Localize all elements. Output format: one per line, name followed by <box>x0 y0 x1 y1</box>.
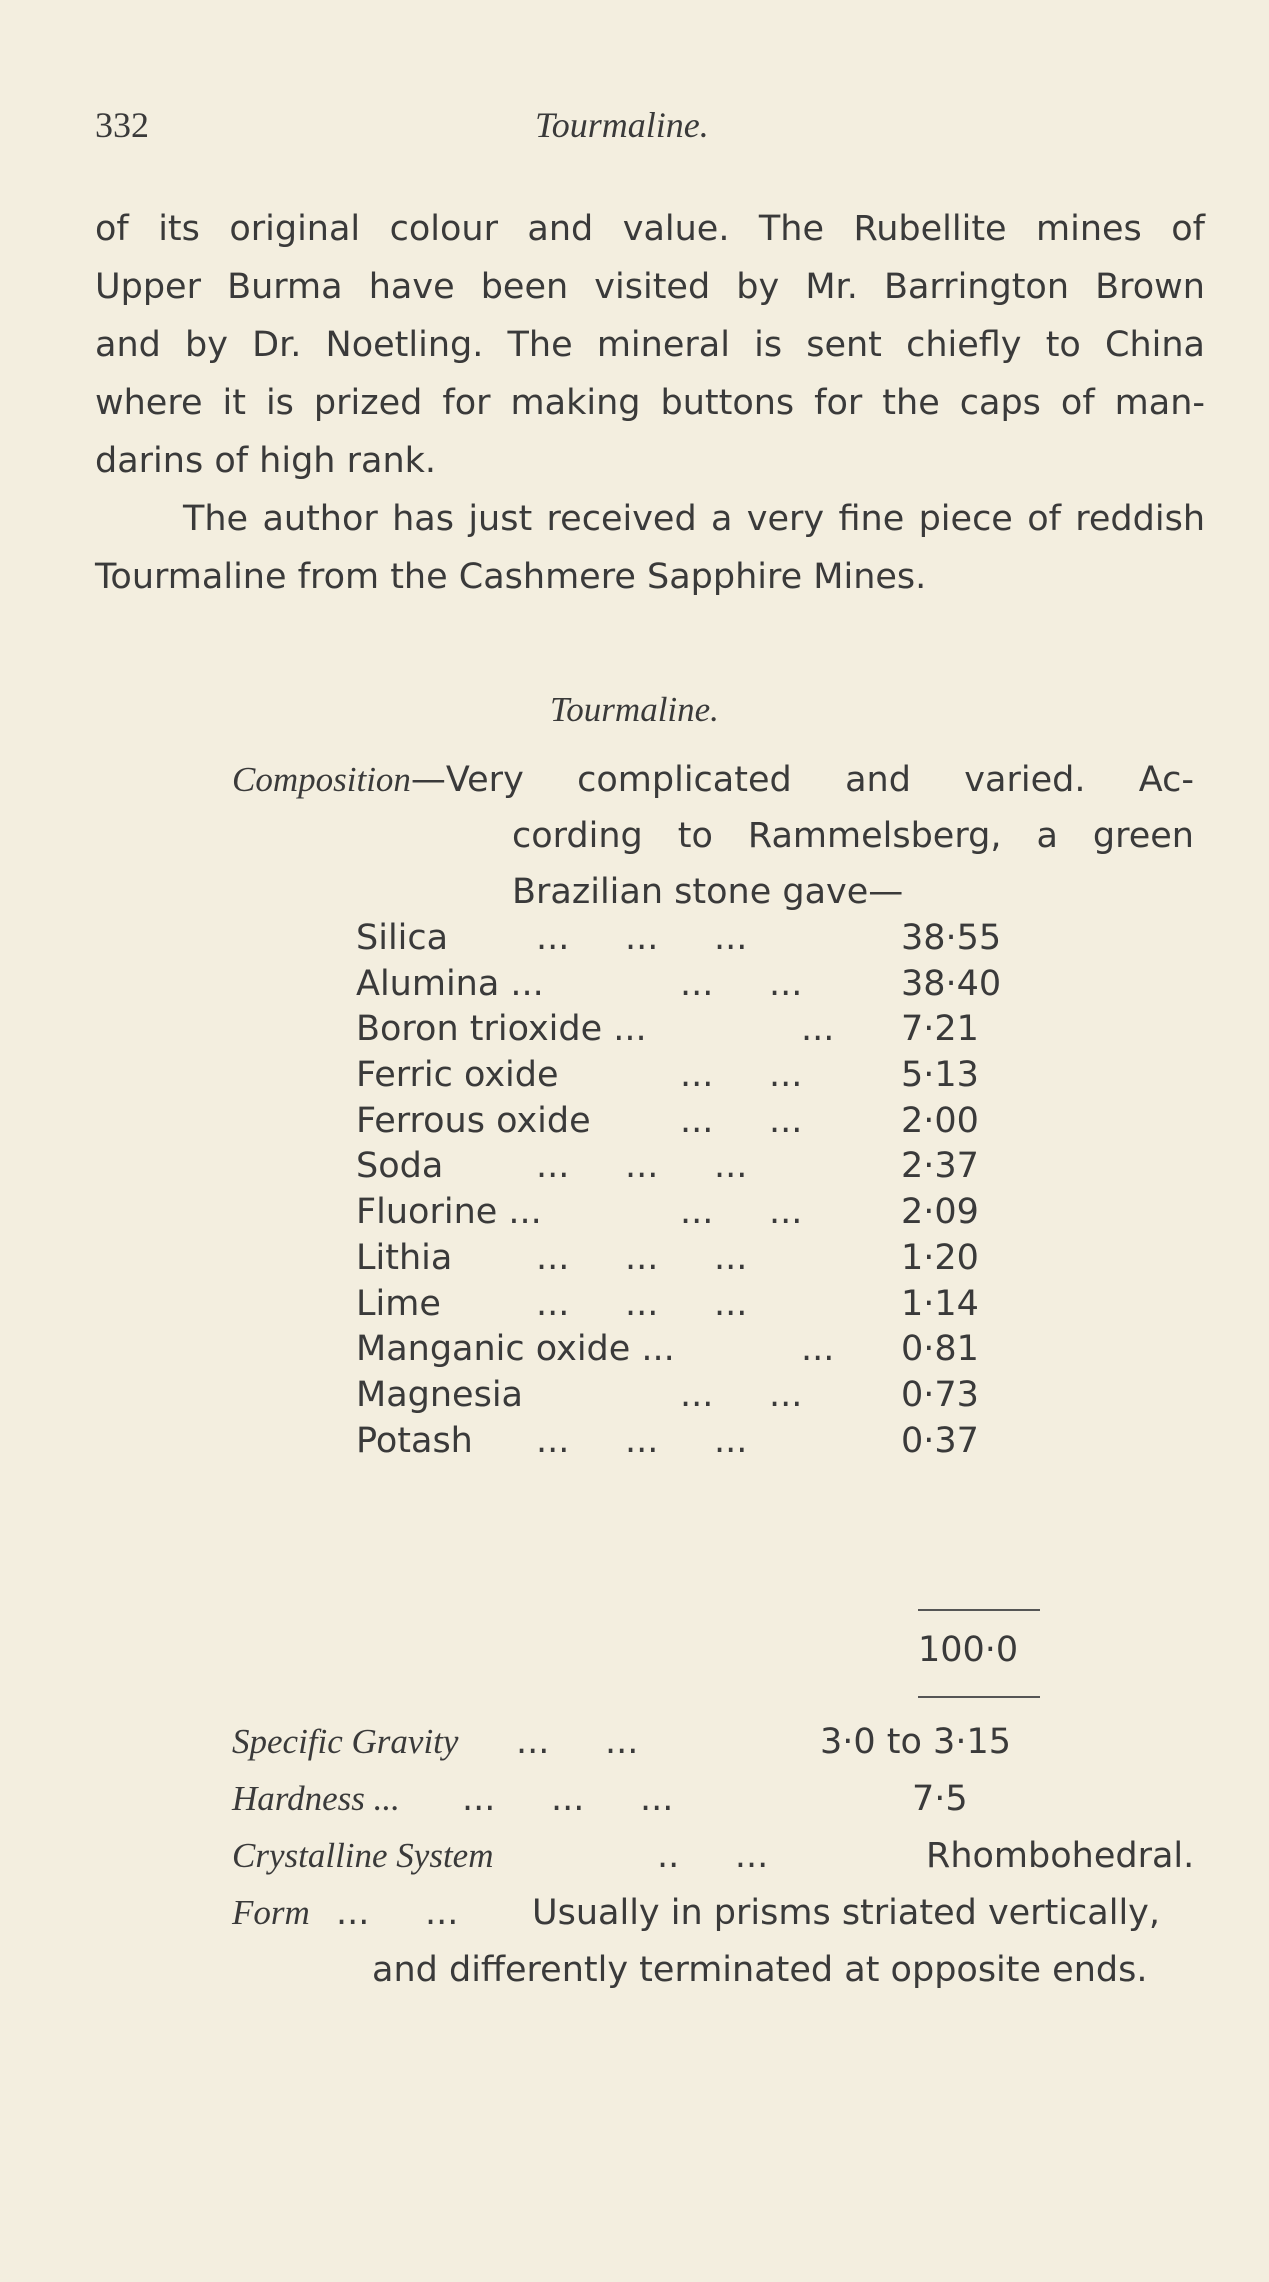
component-name: Lithia <box>356 1237 453 1278</box>
table-row <box>356 1146 1056 1192</box>
component-value: 0·81 <box>901 1329 979 1370</box>
leader-dots: ... ... <box>516 1722 639 1762</box>
text-line: The author has just received a very fine piece of reddish <box>183 499 1205 539</box>
sum-rule-top <box>918 1609 1040 1611</box>
text-line: Upper Burma have been visited by Mr. Barrington Brown <box>95 267 1205 307</box>
table-row <box>356 1421 1056 1467</box>
properties-block <box>232 1722 1212 2007</box>
component-value: 0·37 <box>901 1420 979 1461</box>
leader-dots: ... ... <box>680 1100 803 1141</box>
component-value: 38·55 <box>901 918 1002 958</box>
leader-dots: ... ... <box>680 1055 803 1096</box>
leader-dots: ... ... ... <box>536 1420 748 1461</box>
property-value: Usually in prisms striated vertically, <box>532 1893 1161 1933</box>
leader-dots: ... <box>801 1329 835 1370</box>
property-value: 7·5 <box>912 1779 968 1819</box>
leader-dots: ... ... <box>680 1374 803 1415</box>
composition-label: Composition <box>232 760 411 799</box>
component-name: Lime <box>356 1283 441 1324</box>
component-name: Alumina ... <box>356 963 544 1004</box>
component-value: 2·37 <box>901 1146 979 1187</box>
section-title: Tourmaline. <box>550 690 719 729</box>
table-row <box>356 1009 1056 1055</box>
leader-dots: ... ... ... <box>536 1146 748 1187</box>
table-row <box>356 1238 1056 1284</box>
analysis-table <box>356 918 1056 1466</box>
component-name: Silica <box>356 918 449 958</box>
component-value: 1·20 <box>901 1237 979 1278</box>
property-value: Rhombohedral. <box>926 1836 1195 1876</box>
sum-rule-bottom <box>918 1696 1040 1698</box>
component-name: Soda <box>356 1146 444 1187</box>
component-name: Boron trioxide ... <box>356 1009 647 1050</box>
analysis-total: 100·0 <box>918 1630 1019 1670</box>
component-name: Potash <box>356 1420 473 1461</box>
running-title: Tourmaline. <box>535 105 709 145</box>
property-row <box>232 1836 1212 1893</box>
table-row <box>356 1192 1056 1238</box>
leader-dots: ... ... ... <box>536 1237 748 1278</box>
property-row <box>232 1950 1212 2007</box>
composition-line <box>232 752 1194 808</box>
property-label: Hardness ... <box>232 1779 400 1818</box>
leader-dots: ... ... ... <box>536 1283 748 1324</box>
property-value: and differently terminated at opposite ends. <box>372 1950 1148 1990</box>
table-row <box>356 1284 1056 1330</box>
component-value: 7·21 <box>901 1009 979 1050</box>
component-name: Fluorine ... <box>356 1192 542 1233</box>
leader-dots: .. ... <box>657 1836 769 1876</box>
table-row <box>356 1329 1056 1375</box>
page-header <box>0 104 1269 154</box>
table-row <box>356 1375 1056 1421</box>
text-line: and by Dr. Noetling. The mineral is sent chiefly to China <box>95 325 1205 365</box>
table-row <box>356 964 1056 1010</box>
component-value: 2·09 <box>901 1192 979 1233</box>
property-value: 3·0 to 3·15 <box>820 1722 1011 1762</box>
component-value: 5·13 <box>901 1055 979 1096</box>
component-name: Manganic oxide ... <box>356 1329 675 1370</box>
table-row <box>356 1055 1056 1101</box>
page-number: 332 <box>95 105 149 145</box>
table-row <box>356 918 1056 964</box>
component-value: 2·00 <box>901 1100 979 1141</box>
text-line: Tourmaline from the Cashmere Sapphire Mines. <box>95 557 927 597</box>
composition-line: Brazilian stone gave— <box>512 872 904 912</box>
text-line: of its original colour and value. The Rubellite mines of <box>95 209 1205 249</box>
property-label: Specific Gravity <box>232 1722 459 1761</box>
leader-dots: ... ... <box>336 1893 459 1933</box>
component-value: 38·40 <box>901 963 1002 1004</box>
property-row <box>232 1722 1212 1779</box>
paragraph-1 <box>95 200 1205 490</box>
leader-dots: ... ... <box>680 1192 803 1233</box>
leader-dots: ... ... ... <box>462 1779 674 1819</box>
property-label: Form <box>232 1893 310 1932</box>
property-label: Crystalline System <box>232 1836 494 1875</box>
component-name: Ferric oxide <box>356 1055 559 1096</box>
leader-dots: ... ... <box>680 963 803 1004</box>
paragraph-2 <box>95 490 1205 606</box>
composition-line: cording to Rammelsberg, a green <box>512 816 1194 856</box>
composition-block <box>232 752 1194 920</box>
leader-dots: ... <box>801 1009 835 1050</box>
property-row <box>232 1779 1212 1836</box>
text-line: darins of high rank. <box>95 441 437 481</box>
component-name: Magnesia <box>356 1374 523 1415</box>
body-text <box>95 200 1205 606</box>
component-name: Ferrous oxide <box>356 1100 591 1141</box>
property-row <box>232 1893 1212 1950</box>
text-line: where it is prized for making buttons for the caps of man- <box>95 383 1205 423</box>
table-row <box>356 1101 1056 1147</box>
component-value: 0·73 <box>901 1374 979 1415</box>
composition-text: —Very complicated and varied. Ac- <box>410 760 1194 800</box>
leader-dots: ... ... ... <box>536 918 748 958</box>
component-value: 1·14 <box>901 1283 979 1324</box>
